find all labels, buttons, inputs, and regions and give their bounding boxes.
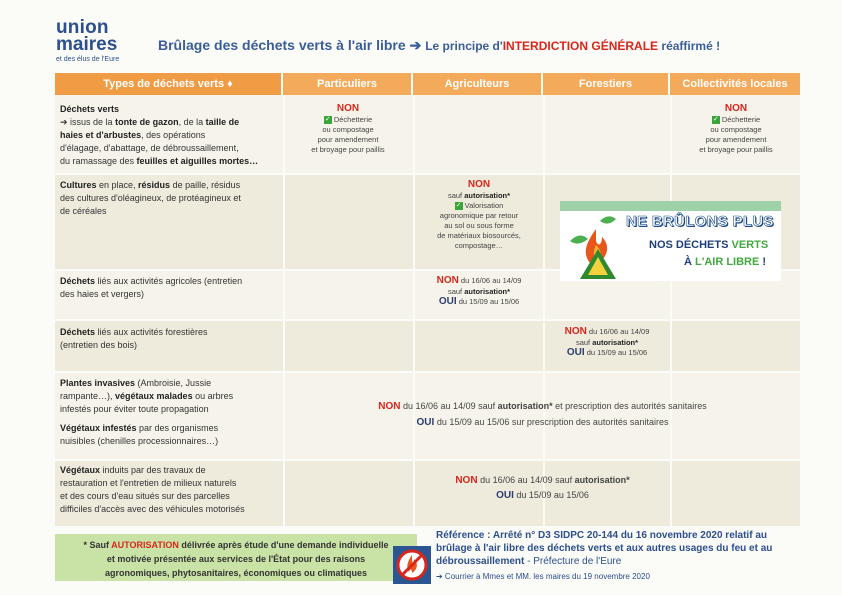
row-divider — [55, 459, 800, 461]
row-divider — [55, 371, 800, 373]
logo-line-1: union — [56, 17, 109, 38]
banner-line-2: NOS DÉCHETS VERTS — [649, 239, 769, 251]
check-icon: ✓ — [712, 116, 719, 124]
row2-agriculteurs-non: NON — [467, 179, 491, 190]
check-icon: ✓ — [455, 202, 462, 210]
row2-category: Cultures en place, résidus de paille, résidus des cultures d'oléagineux, de protéagineux et de céréales — [60, 180, 241, 216]
authorization-footnote: * Sauf AUTORISATION délivrée après étude d'une demande individuelle et motivée présentée aux services de l'État pour des raisons agronomiques, phytosanitaires, économiques ou climatiques — [55, 534, 417, 581]
title-main: Brûlage des déchets verts à l'air libre — [158, 37, 406, 53]
logo-line-3: et des élus de l'Eure — [56, 56, 120, 63]
no-fire-icon — [393, 546, 431, 584]
row4-oui: OUI — [566, 347, 585, 358]
column-divider — [670, 95, 672, 526]
row4-non: NON — [564, 326, 587, 337]
row-divider — [55, 173, 800, 175]
row6-oui: OUI — [496, 490, 514, 501]
title-subtitle: Le principe d'INTERDICTION GÉNÉRALE réaffirmé ! — [425, 39, 721, 53]
courrier-link: ➔ Courrier à Mmes et MM. les maires du 19 novembre 2020 — [436, 572, 650, 581]
campaign-banner — [560, 201, 781, 281]
banner-line-1: NE BRÛLONS PLUS — [626, 213, 774, 230]
header-collectivites: Collectivités locales — [670, 73, 800, 95]
column-divider — [543, 95, 545, 526]
row2-agriculteurs-cell: NON sauf autorisation* ✓ Valorisation agronomique par retour au sol ou sous forme de matériaux biosourcés, compostage… — [419, 179, 539, 251]
header-forestiers: Forestiers — [543, 73, 670, 95]
row3-category: Déchets liés aux activités agricoles (entretien des haies et vergers) — [60, 276, 243, 299]
reference-text: Référence : Arrêté n° D3 SIDPC 20-144 du 16 novembre 2020 relatif au brûlage à l'air libre des déchets verts et aux autres usages du feu et au débroussaillement - Préfecture de l'Eure ➔ Courrier à Mmes et MM. les maires du 19 novembre 2020 — [436, 529, 806, 583]
waste-table — [55, 73, 800, 526]
header-particuliers: Particuliers — [283, 73, 413, 95]
fire-illustration-icon — [562, 201, 622, 281]
banner-line-3: À L'AIR LIBRE ! — [684, 256, 767, 268]
page-title — [158, 37, 818, 54]
row5-non: NON — [378, 401, 401, 412]
check-icon: ✓ — [324, 116, 331, 124]
header-agriculteurs: Agriculteurs — [413, 73, 543, 95]
row5-category: Plantes invasives (Ambroisie, Jussie rampante…), végétaux malades ou arbres infestés pour éviter toute propagation Végétaux infestés par des organismes nuisibles (chenilles processionnaires…) — [60, 378, 234, 446]
row1-category: Déchets verts ➔ issus de la tonte de gazon, de la taille de haies et d'arbustes, des opérations d'élagage, d'abattage, de débroussaillement, du ramassage des feuilles et aiguilles mortes… — [60, 104, 259, 166]
row4-category: Déchets liés aux activités forestières (entretien des bois) — [60, 327, 208, 350]
row5-all-cell: NON du 16/06 au 14/09 sauf autorisation* et prescription des autorités sanitaires OUI du 15/09 au 15/06 sur prescription des autorités sanitaires — [378, 401, 707, 428]
logo-line-2: maires — [56, 34, 118, 55]
column-divider — [413, 95, 415, 526]
union-maires-logo — [56, 18, 146, 63]
row3-agriculteurs-cell: NON du 16/06 au 14/09 sauf autorisation* OUI du 15/09 au 15/06 — [436, 275, 522, 307]
column-divider — [283, 95, 285, 526]
header-types: Types de déchets verts ♦ — [55, 73, 283, 95]
row1-collectivites-cell: NON ✓ Déchetterie ou compostage pour amendement et broyage pour paillis — [680, 103, 792, 155]
row1-particuliers-cell: NON ✓ Déchetterie ou compostage pour amendement et broyage pour paillis — [293, 103, 403, 155]
row4-forestiers-cell: NON du 16/06 au 14/09 sauf autorisation* OUI du 15/09 au 15/06 — [564, 326, 650, 358]
title-arrow-icon: ➔ — [409, 37, 422, 53]
row1-collectivites-non: NON — [724, 103, 748, 114]
row1-particuliers-non: NON — [336, 103, 360, 114]
row6-category: Végétaux induits par des travaux de restauration et l'entretien de milieux naturels et des cours d'eau situés sur des parcelles difficiles d'accès avec des véhicules motorisés — [60, 465, 245, 514]
row6-all-cell: NON du 16/06 au 14/09 sauf autorisation* OUI du 15/09 au 15/06 — [455, 475, 630, 501]
row-divider — [55, 319, 800, 321]
row3-non: NON — [436, 275, 459, 286]
row5-oui: OUI — [416, 417, 435, 428]
row3-oui: OUI — [438, 296, 457, 307]
row6-non: NON — [455, 475, 478, 486]
